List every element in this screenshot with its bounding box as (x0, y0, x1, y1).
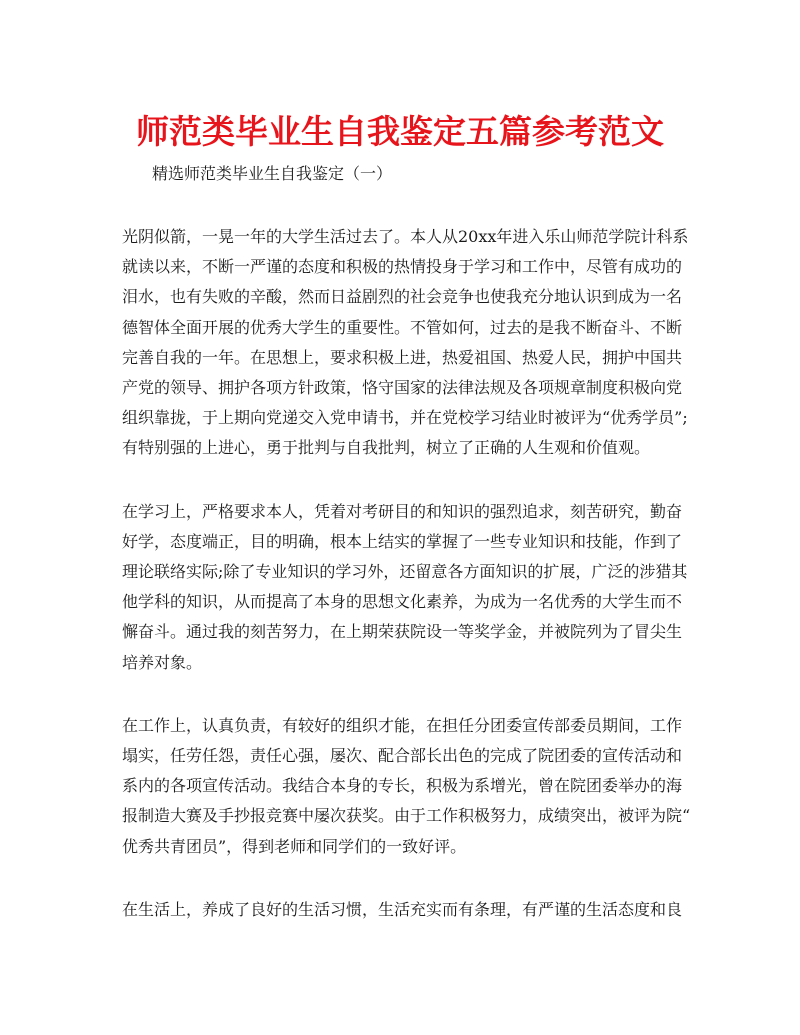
text-line: 在生活上，养成了良好的生活习惯，生活充实而有条理，有严谨的生活态度和良 (122, 899, 683, 919)
paragraph-3 (122, 711, 691, 862)
text-line: 理论联络实际;除了专业知识的学习外，还留意各方面知识的扩展，广泛的涉猎其 (122, 562, 688, 582)
text-line: 他学科的知识，从而提高了本身的思想文化素养，为成为一名优秀的大学生而不 (122, 592, 683, 612)
text-line: 德智体全面开展的优秀大学生的重要性。不管如何，过去的是我不断奋斗、不断 (122, 317, 683, 337)
text-line: 组织靠拢，于上期向党递交入党申请书，并在党校学习结业时被评为“优秀学员”; (122, 408, 688, 428)
text-line: 塌实，任劳任怨，责任心强，屡次、配合部长出色的完成了院团委的宣传活动和 (122, 746, 683, 766)
text-line: 完善自我的一年。在思想上，要求积极上进，热爱祖国、热爱人民，拥护中国共 (122, 347, 683, 367)
text-line: 优秀共青团员”，得到老师和同学们的一致好评。 (122, 836, 467, 856)
text-line: 光阴似箭，一晃一年的大学生活过去了。本人从20xx年进入乐山师范学院计科系 (122, 227, 689, 246)
text-line: 产党的领导、拥护各项方针政策，恪守国家的法律法规及各项规章制度积极向党 (122, 378, 683, 398)
paragraph-2 (122, 497, 688, 678)
text-line: 在学习上，严格要求本人，凭着对考研目的和知识的强烈追求，刻苦研究，勤奋 (122, 501, 683, 521)
text-line: 好学，态度端正，目的明确，根本上结实的掌握了一些专业知识和技能，作到了 (122, 531, 683, 551)
text-line: 就读以来，不断一严谨的态度和积极的热情投身于学习和工作中，尽管有成功的 (122, 257, 683, 277)
text-line: 报制造大赛及手抄报竞赛中屡次获奖。由于工作积极努力，成绩突出，被评为院“ (122, 806, 691, 826)
page-title: 师范类毕业生自我鉴定五篇参考范文 (136, 112, 664, 151)
section-subtitle: 精选师范类毕业生自我鉴定（一） (152, 164, 393, 183)
text-line: 培养对象。 (122, 652, 203, 672)
text-line: 有特别强的上进心，勇于批判与自我批判，树立了正确的人生观和价值观。 (122, 438, 651, 458)
text-line: 泪水，也有失败的辛酸，然而日益剧烈的社会竞争也使我充分地认识到成为一名 (122, 287, 683, 307)
paragraph-1 (122, 222, 689, 464)
text-line: 系内的各项宣传活动。我结合本身的专长，积极为系增光，曾在院团委举办的海 (122, 776, 683, 796)
paragraph-4 (122, 895, 682, 925)
text-line: 在工作上，认真负责，有较好的组织才能，在担任分团委宣传部委员期间，工作 (122, 715, 683, 735)
text-line: 懈奋斗。通过我的刻苦努力，在上期荣获院设一等奖学金，并被院列为了冒尖生 (122, 622, 683, 642)
body-text (122, 222, 691, 958)
